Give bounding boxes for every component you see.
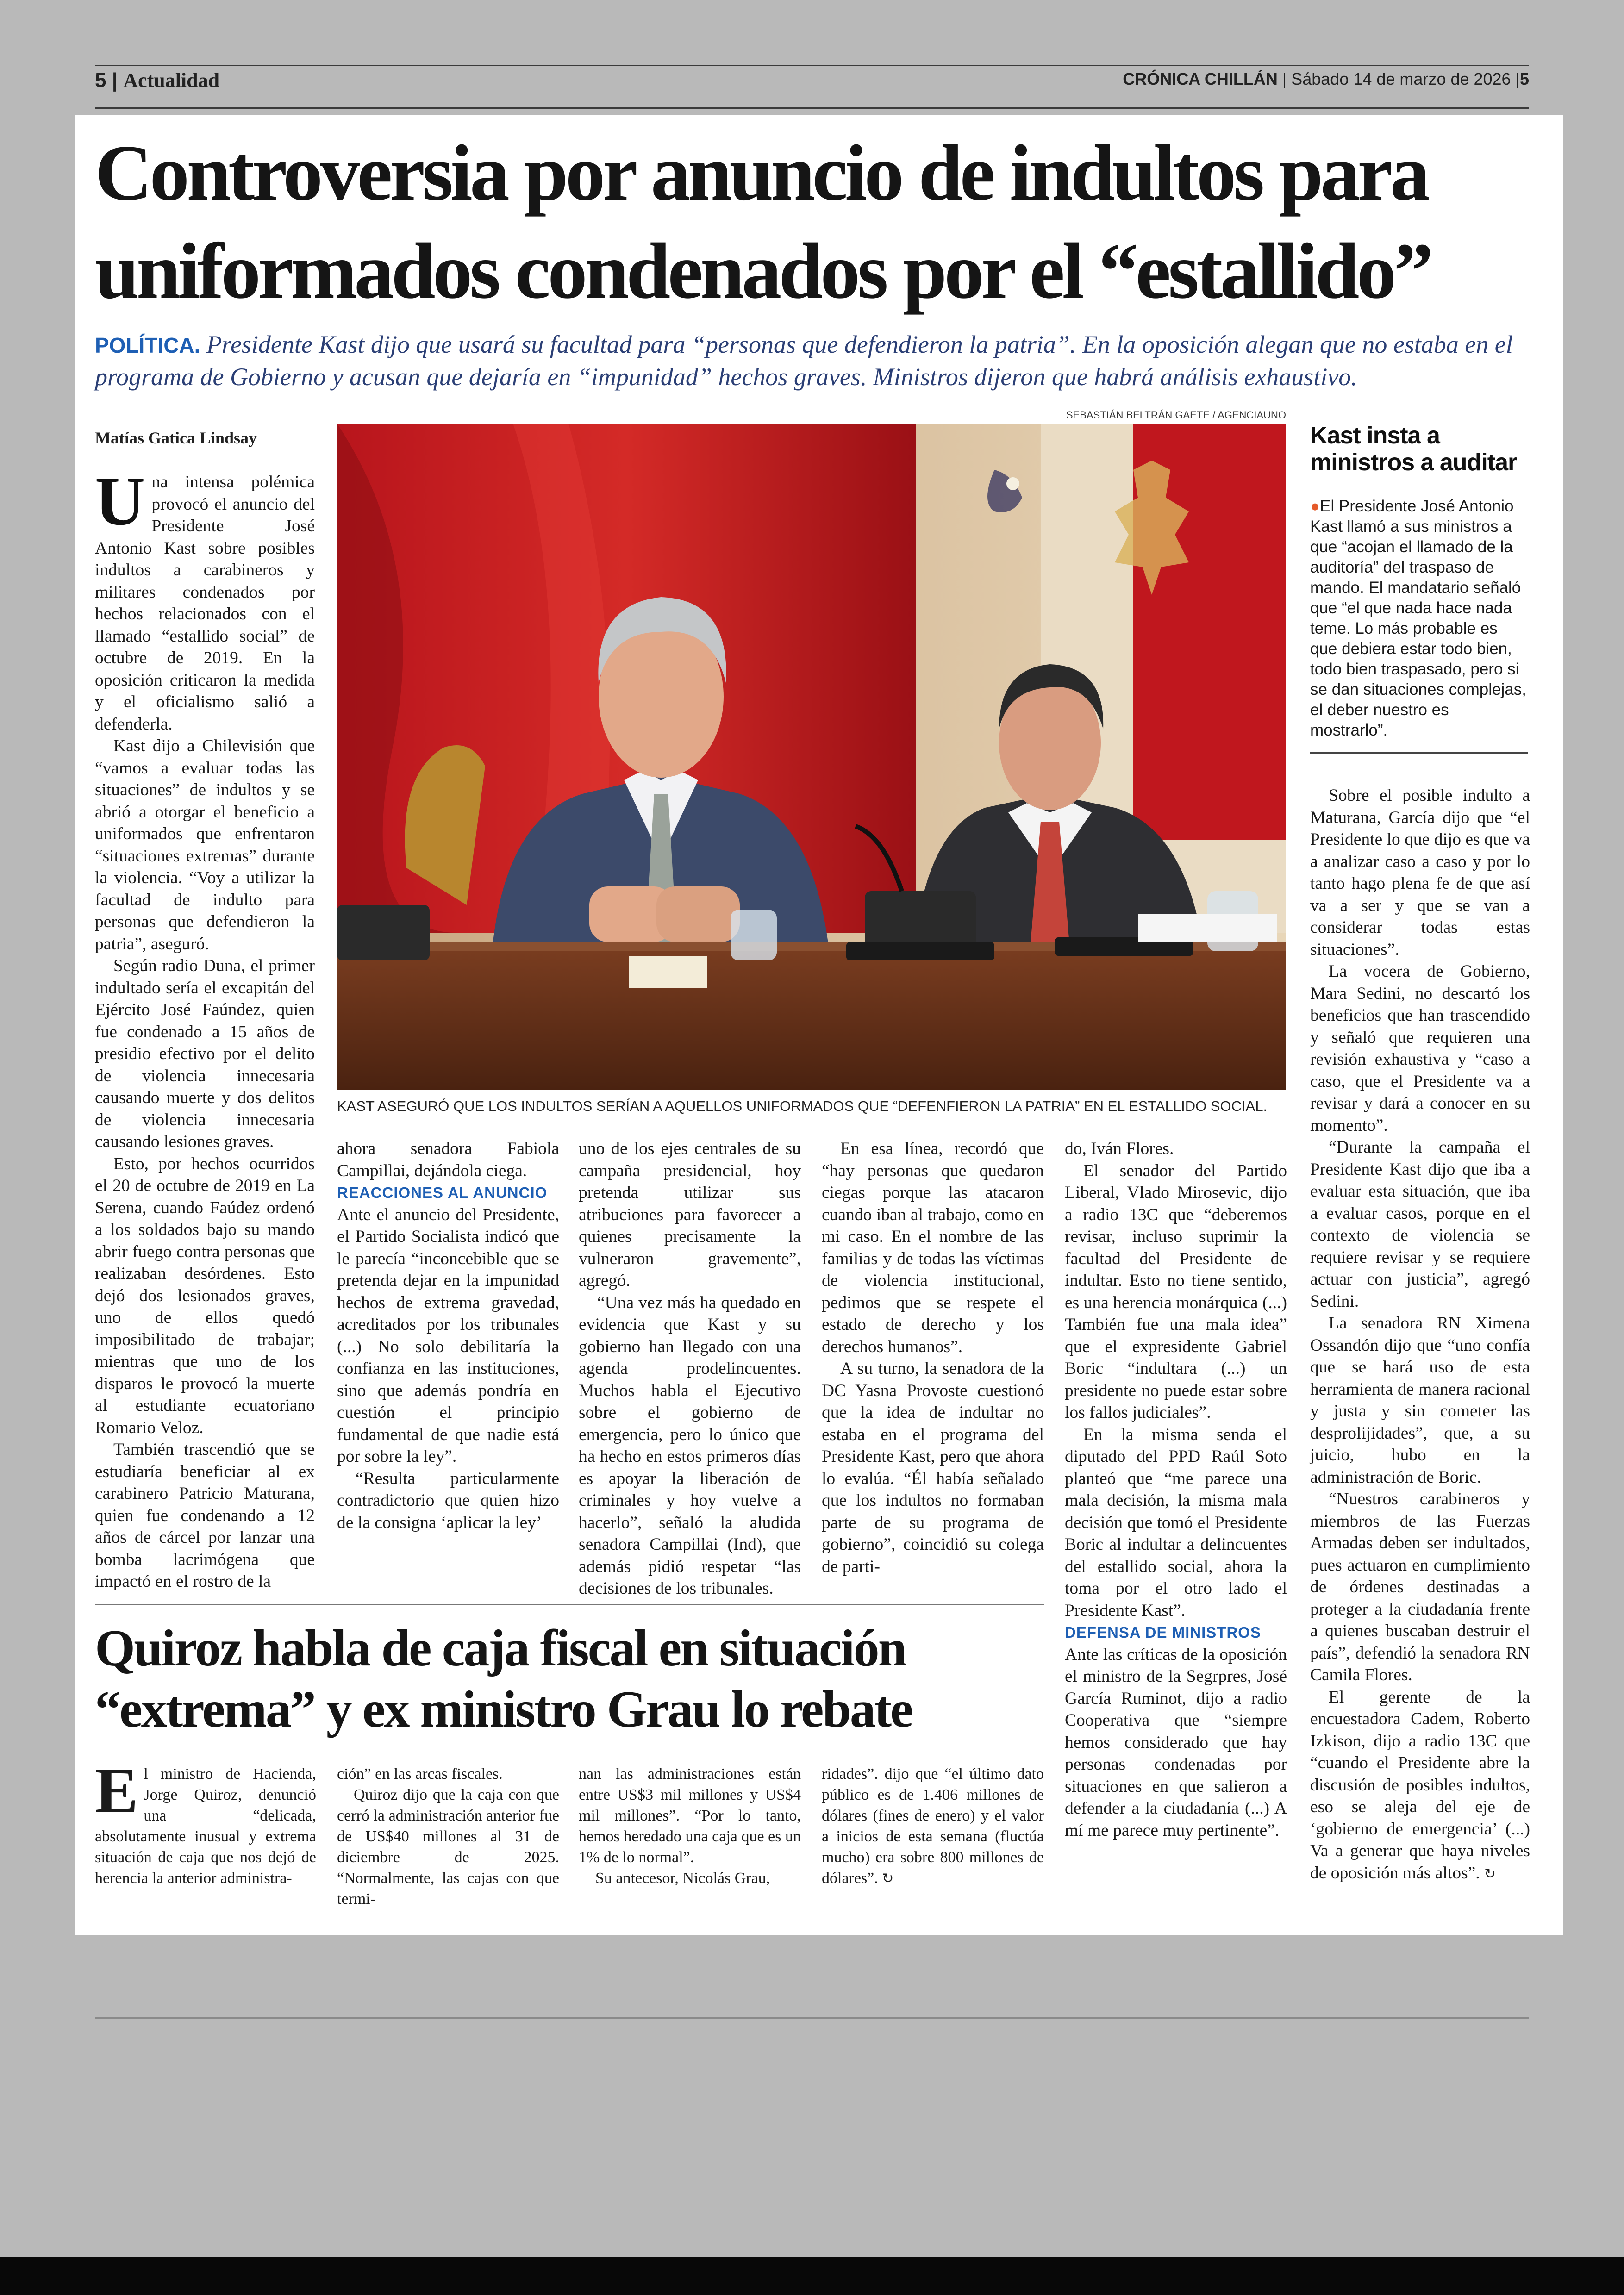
col1-para2: Kast dijo a Chilevisión que “vamos a evaluar todas las situaciones” de indultos y se abrió a otorgar el beneficio a uniformados que enfrentaron “situaciones extremas” durante la violencia. “Voy a utilizar la facultad de indulto para personas que defendieron la patria”, aseguró. bbox=[95, 736, 315, 954]
col1-para5: También trascendió que se estudiaría beneficiar al ex carabinero Patricio Maturana, quien fue condenando a 12 años de cárcel por lanzar una bomba lacrimógena que impactó en el rostro de la bbox=[95, 1440, 315, 1591]
main-headline-line2: uniformados condenados por el “estallido” bbox=[95, 227, 1431, 315]
article2-col1 bbox=[95, 1755, 316, 1889]
article1-col2 bbox=[337, 1138, 559, 1534]
lede-text: Presidente Kast dijo que usará su facultad para “personas que defendieron la patria”. En la oposición alegan que no estaba en el programa de Gobierno y acusan que dejaría en “impunidad” hechos graves. Ministros dijeron que habrá análisis exhaustivo. bbox=[95, 331, 1513, 391]
article2-col3 bbox=[579, 1764, 801, 1889]
col1-para4: Esto, por hechos ocurridos el 20 de octubre de 2019 en La Serena, cuando Faúdez ordenó a los soldados bajo su mando abrir fuego contra personas que realizaban desórdenes. Esto dejó dos lesionados graves, uno de ellos quedó imposibilitado de trabajar; mientras que uno de los disparos le provocó la muerte al estudiante ecuatoriano Romario Veloz. bbox=[95, 1154, 315, 1437]
article1-col4 bbox=[822, 1138, 1044, 1578]
photo-illustration bbox=[337, 424, 1286, 1090]
col5-para1: do, Iván Flores. bbox=[1065, 1139, 1174, 1158]
article1-col5 bbox=[1065, 1138, 1287, 1841]
col6-para2: La vocera de Gobierno, Mara Sedini, no descartó los beneficios que han trascendido y señaló que requieren una revisión exhaustiva y “caso a caso, que el Presidente va a revisar y dará a conocer en su momento”. bbox=[1310, 962, 1530, 1135]
col5-para2: El senador del Partido Liberal, Vlado Mirosevic, dijo a radio 13C que “deberemos revisar, incluso suprimir la facultad del Presidente de indultar. Esto no tiene sentido, es una herencia monárquica (...) También fue una mala idea” que el expresidente Gabriel Boric “indultara (...) un presidente no puede estar sobre los fallos judiciales”. bbox=[1065, 1161, 1287, 1422]
secondary-headline-line2: “extrema” y ex ministro Grau lo rebate bbox=[95, 1681, 912, 1738]
end-of-article-icon-2: ↻ bbox=[882, 1871, 894, 1887]
a2-col3-para1: nan las administraciones están entre US$3 mil millones y US$4 mil millones”. “Por lo tanto, hemos heredado una caja que es un 1% de lo normal”. bbox=[579, 1765, 801, 1866]
kicker: POLÍTICA. bbox=[95, 333, 200, 357]
page-number-right: 5 bbox=[1519, 69, 1529, 88]
page-number-left: 5 bbox=[95, 69, 106, 92]
section-name: Actualidad bbox=[123, 69, 220, 92]
col6-para1: Sobre el posible indulto a Maturana, García dijo que “el Presidente lo que dijo es que va a analizar caso a caso y por lo tanto hago plena fe de que así va a ser y que se van a considerar todas estas situaciones”. bbox=[1310, 786, 1530, 959]
dropcap: U bbox=[95, 463, 145, 540]
sidebar-title: Kast insta a ministros a auditar bbox=[1310, 422, 1517, 476]
article1-col6 bbox=[1310, 785, 1530, 1885]
end-of-article-icon: ↻ bbox=[1484, 1865, 1496, 1882]
bottom-black-bar bbox=[0, 2257, 1624, 2295]
col1-para1: Una intensa polémica provocó el anuncio del Presidente José Antonio Kast sobre posibles indultos a carabineros y militares condenados por hechos relacionados con el llamado “estallido social” de octubre de 2019. En la oposición criticaron la medida y el oficialismo salió a defenderla. bbox=[95, 463, 315, 734]
byline: Matías Gatica Lindsay bbox=[95, 429, 257, 447]
col1-para3: Según radio Duna, el primer indultado sería el excapitán del Ejército José Faúndez, quien fue condenado a 15 años de presidio efectivo por el delito de violencia innecesaria causando muerte y dos delitos de violencia innecesaria causando lesiones graves. bbox=[95, 956, 315, 1151]
col6-para3: “Durante la campaña el Presidente Kast dijo que iba a evaluar esta situación, que iba a evaluar casos, porque en el contexto de violencia se requiere revisar y se requiere actuar con justicia”, agregó Sedini. bbox=[1310, 1138, 1530, 1311]
article1-col1 bbox=[95, 463, 315, 1593]
article1-col3 bbox=[579, 1138, 801, 1600]
col6-para4: La senadora RN Ximena Ossandón dijo que “uno confía que se hará uso de esta herramienta de manera racional y justa y sin cometer las desprolijidades”, que, a su juicio, hubo en la administración de Boric. bbox=[1310, 1314, 1530, 1487]
header-bottom-rule bbox=[95, 107, 1529, 109]
article2-col4 bbox=[822, 1764, 1044, 1889]
sidebar-box bbox=[1310, 496, 1528, 741]
main-headline bbox=[95, 124, 1529, 320]
lede bbox=[95, 329, 1529, 393]
header-top-rule bbox=[95, 65, 1529, 66]
subhead-reacciones: REACCIONES AL ANUNCIO bbox=[337, 1184, 548, 1201]
sidebar-rule bbox=[1310, 752, 1528, 754]
press-conference-photo bbox=[337, 424, 1286, 1090]
col6-para5: “Nuestros carabineros y miembros de las Fuerzas Armadas deben ser indultados, pues actuaron en cumplimiento de órdenes destinadas a proteger a la ciudadanía frente a quienes buscaban destruir el país”, defendió la senadora RN Camila Flores. bbox=[1310, 1490, 1530, 1684]
dropcap-2: E bbox=[95, 1755, 138, 1827]
col4-para2: A su turno, la senadora de la DC Yasna Provoste cuestionó que la idea de indultar no estaba en el programa del Presidente Kast, pero que ahora lo evalúa. “Él había señalado que los indultos no formaban parte de su programa de gobierno”, coincidió su colega de parti- bbox=[822, 1359, 1044, 1576]
bullet-dot-icon: ● bbox=[1310, 497, 1320, 515]
col3-para1: uno de los ejes centrales de su campaña presidencial, hoy pretenda utilizar sus atribuciones para favorecer a quienes precisamente la vulneraron gravemente”, agregó. bbox=[579, 1139, 801, 1290]
col6-para6: El gerente de la encuestadora Cadem, Roberto Izkison, dijo a radio 13C que “cuando el Presidente abre la discusión de posibles indultos, eso se aleja del eje de ‘gobierno de emergencia’ (...) Va a generar que haya niveles de oposición más altos”. ↻ bbox=[1310, 1687, 1530, 1883]
article2-top-rule bbox=[95, 1604, 1044, 1605]
subhead-defensa: DEFENSA DE MINISTROS bbox=[1065, 1624, 1261, 1641]
a2-col1-para1: El ministro de Hacienda, Jorge Quiroz, denunció una “delicada, absolutamente inusual y extrema situación de caja que nos dejó de herencia la anterior administra- bbox=[95, 1755, 316, 1887]
col2-para3: “Resulta particularmente contradictorio que quien hizo de la consigna ‘aplicar la ley’ bbox=[337, 1469, 559, 1532]
a2-col3-para2: Su antecesor, Nicolás Grau, bbox=[595, 1870, 770, 1887]
a2-col2-para2: Quiroz dijo que la caja con que cerró la administración anterior fue de US$40 millones al 31 de diciembre de 2025. “Normalmente, las cajas con que termi- bbox=[337, 1786, 559, 1908]
col5-para4: Ante las críticas de la oposición el ministro de la Segrpres, José García Ruminot, dijo a radio Cooperativa que “siempre hemos considerado que hay personas condenadas por situaciones en que salieron a defender a la ciudadanía (...) A mí me parece muy pertinente”. bbox=[1065, 1645, 1287, 1840]
secondary-headline bbox=[95, 1618, 1090, 1740]
secondary-headline-line1: Quiroz habla de caja fiscal en situación bbox=[95, 1620, 906, 1677]
page-folio-left: 5 | Actualidad bbox=[95, 69, 220, 92]
issue-date: Sábado 14 de marzo de 2026 bbox=[1291, 69, 1511, 88]
page-folio-right: CRÓNICA CHILLÁN | Sábado 14 de marzo de 2026 |5 bbox=[1123, 69, 1529, 88]
col2-para1: ahora senadora Fabiola Campillai, dejándola ciega. bbox=[337, 1139, 559, 1180]
main-headline-line1: Controversia por anuncio de indultos para bbox=[95, 129, 1427, 217]
photo-caption: KAST ASEGURÓ QUE LOS INDULTOS SERÍAN A AQUELLOS UNIFORMADOS QUE “DEFENFIERON LA PATRIA” EN EL ESTALLIDO SOCIAL. bbox=[337, 1098, 1268, 1114]
photo-credit: SEBASTIÁN BELTRÁN GAETE / AGENCIAUNO bbox=[1066, 409, 1286, 421]
bottom-rule bbox=[95, 2017, 1529, 2019]
a2-col4-para1: ridades”. dijo que “el último dato público es de 1.406 millones de dólares (fines de enero) y el valor a inicios de esta semana (fluctúa mucho) era sobre 800 millones de dólares”. ↻ bbox=[822, 1765, 1044, 1887]
col5-para3: En la misma senda el diputado del PPD Raúl Soto planteó que “me parece una mala decisión, la misma mala decisión que tomó el Presidente Boric al indultar a delincuentes del estallido social, ahora la toma por el otro lado el Presidente Kast”. bbox=[1065, 1425, 1287, 1620]
col4-para1: En esa línea, recordó que “hay personas que quedaron ciegas porque las atacaron cuando iban al trabajo, como en mi caso. En el nombre de las familias y de todas las víctimas de violencia institucional, pedimos que se respete el estado de derecho y los derechos humanos”. bbox=[822, 1139, 1044, 1356]
publication-name: CRÓNICA CHILLÁN bbox=[1123, 69, 1278, 88]
col2-para2: Ante el anuncio del Presidente, el Partido Socialista indicó que le parecía “inconcebible que se pretenda dejar en la impunidad hechos de extrema gravedad, acreditados por los tribunales (...) No solo debilitaría la confianza en las instituciones, sino que además pondría en cuestión el principio fundamental de que nadie está por sobre la ley”. bbox=[337, 1205, 559, 1466]
a2-col2-para1: ción” en las arcas fiscales. bbox=[337, 1765, 503, 1783]
col3-para2: “Una vez más ha quedado en evidencia que Kast y su gobierno han llegado con una agenda prodelincuentes. Muchos habla el Ejecutivo sobre el gobierno de emergencia, pero lo único que ha hecho en estos primeros días es apoyar la liberación de criminales y hoy vuelve a hacerlo”, señaló la aludida senadora Campillai (Ind), que además pidió respetar “las decisiones de los tribunales. bbox=[579, 1293, 801, 1598]
article2-col2 bbox=[337, 1764, 559, 1909]
sidebar-text: El Presidente José Antonio Kast llamó a sus ministros a que “acojan el llamado de la auditoría” del traspaso de mando. El mandatario señaló que “el que nada hace nada teme. Lo más probable es que debiera estar todo bien, todo bien traspasado, pero si se dan situaciones complejas, el deber nuestro es mostrarlo”. bbox=[1310, 497, 1526, 739]
